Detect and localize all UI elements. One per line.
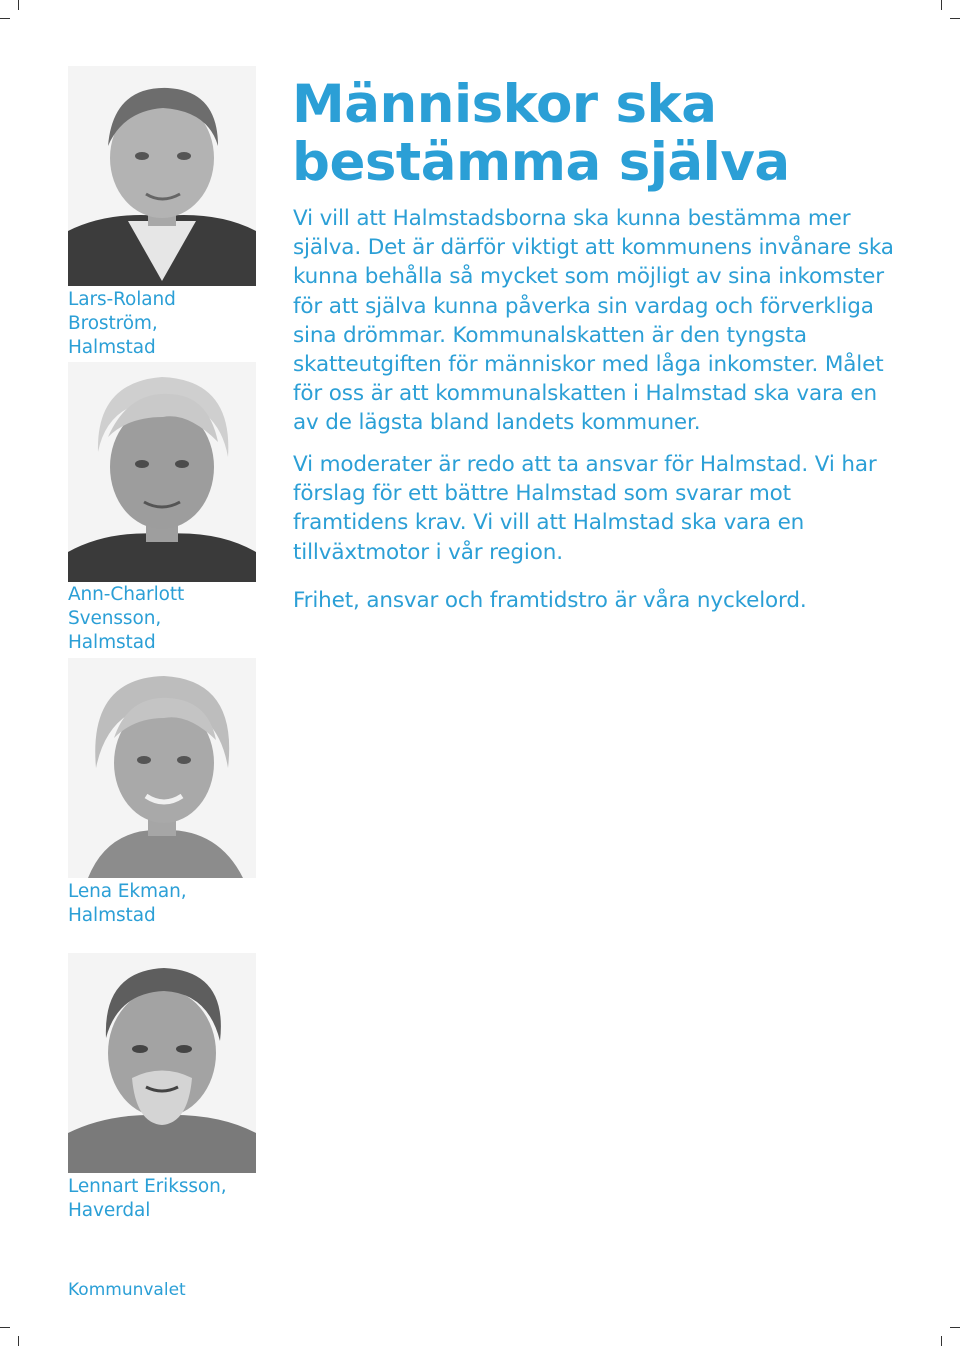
portrait-photo	[68, 658, 256, 878]
candidate-name: Ann-Charlott Svensson,	[68, 584, 185, 629]
page-title	[292, 76, 912, 192]
crop-mark	[0, 1327, 10, 1328]
portrait-photo	[68, 953, 256, 1173]
crop-mark	[941, 0, 942, 10]
body-paragraph: Vi vill att Halmstadsborna ska kunna bestämma mer själva. Det är därför viktigt att kommunens invånare ska kunna behålla så mycket som möjligt av sina inkomster för att själva kunna påverka sin vardag och förverkliga sina drömmar. Kommunalskatten är den tyngsta skatteutgiften för människor med låga inkomster. Målet för oss är att kommunalskatten i Halmstad ska vara en av de lägsta bland landets kommuner.	[293, 206, 894, 436]
crop-mark	[0, 18, 10, 19]
candidate-name: Lena Ekman,	[68, 881, 187, 902]
crop-mark	[18, 0, 19, 10]
body-paragraph: Frihet, ansvar och framtidstro är våra nyckelord.	[293, 588, 807, 613]
portrait-photo	[68, 66, 256, 286]
page-title-line: Människor ska	[292, 74, 717, 135]
portrait-caption	[68, 1175, 268, 1223]
candidate-name: Lennart Eriksson,	[68, 1176, 227, 1197]
portrait-caption	[68, 288, 268, 360]
candidate-name: Lars-Roland Broström,	[68, 289, 176, 334]
crop-mark	[950, 18, 960, 19]
candidate-place: Halmstad	[68, 337, 156, 358]
crop-mark	[941, 1336, 942, 1346]
footer-label: Kommunvalet	[68, 1280, 186, 1300]
candidate-place: Halmstad	[68, 632, 156, 653]
portrait-caption	[68, 583, 268, 655]
page-title-line: bestämma själva	[292, 132, 790, 193]
portrait-caption	[68, 880, 268, 928]
candidate-place: Haverdal	[68, 1200, 151, 1221]
body-paragraph: Vi moderater är redo att ta ansvar för Halmstad. Vi har förslag för ett bättre Halmstad som svarar mot framtidens krav. Vi vill att Halmstad ska vara en tillväxtmotor i vår region.	[293, 452, 877, 565]
candidate-place: Halmstad	[68, 905, 156, 926]
crop-mark	[950, 1327, 960, 1328]
crop-mark	[18, 1336, 19, 1346]
portrait-photo	[68, 362, 256, 582]
